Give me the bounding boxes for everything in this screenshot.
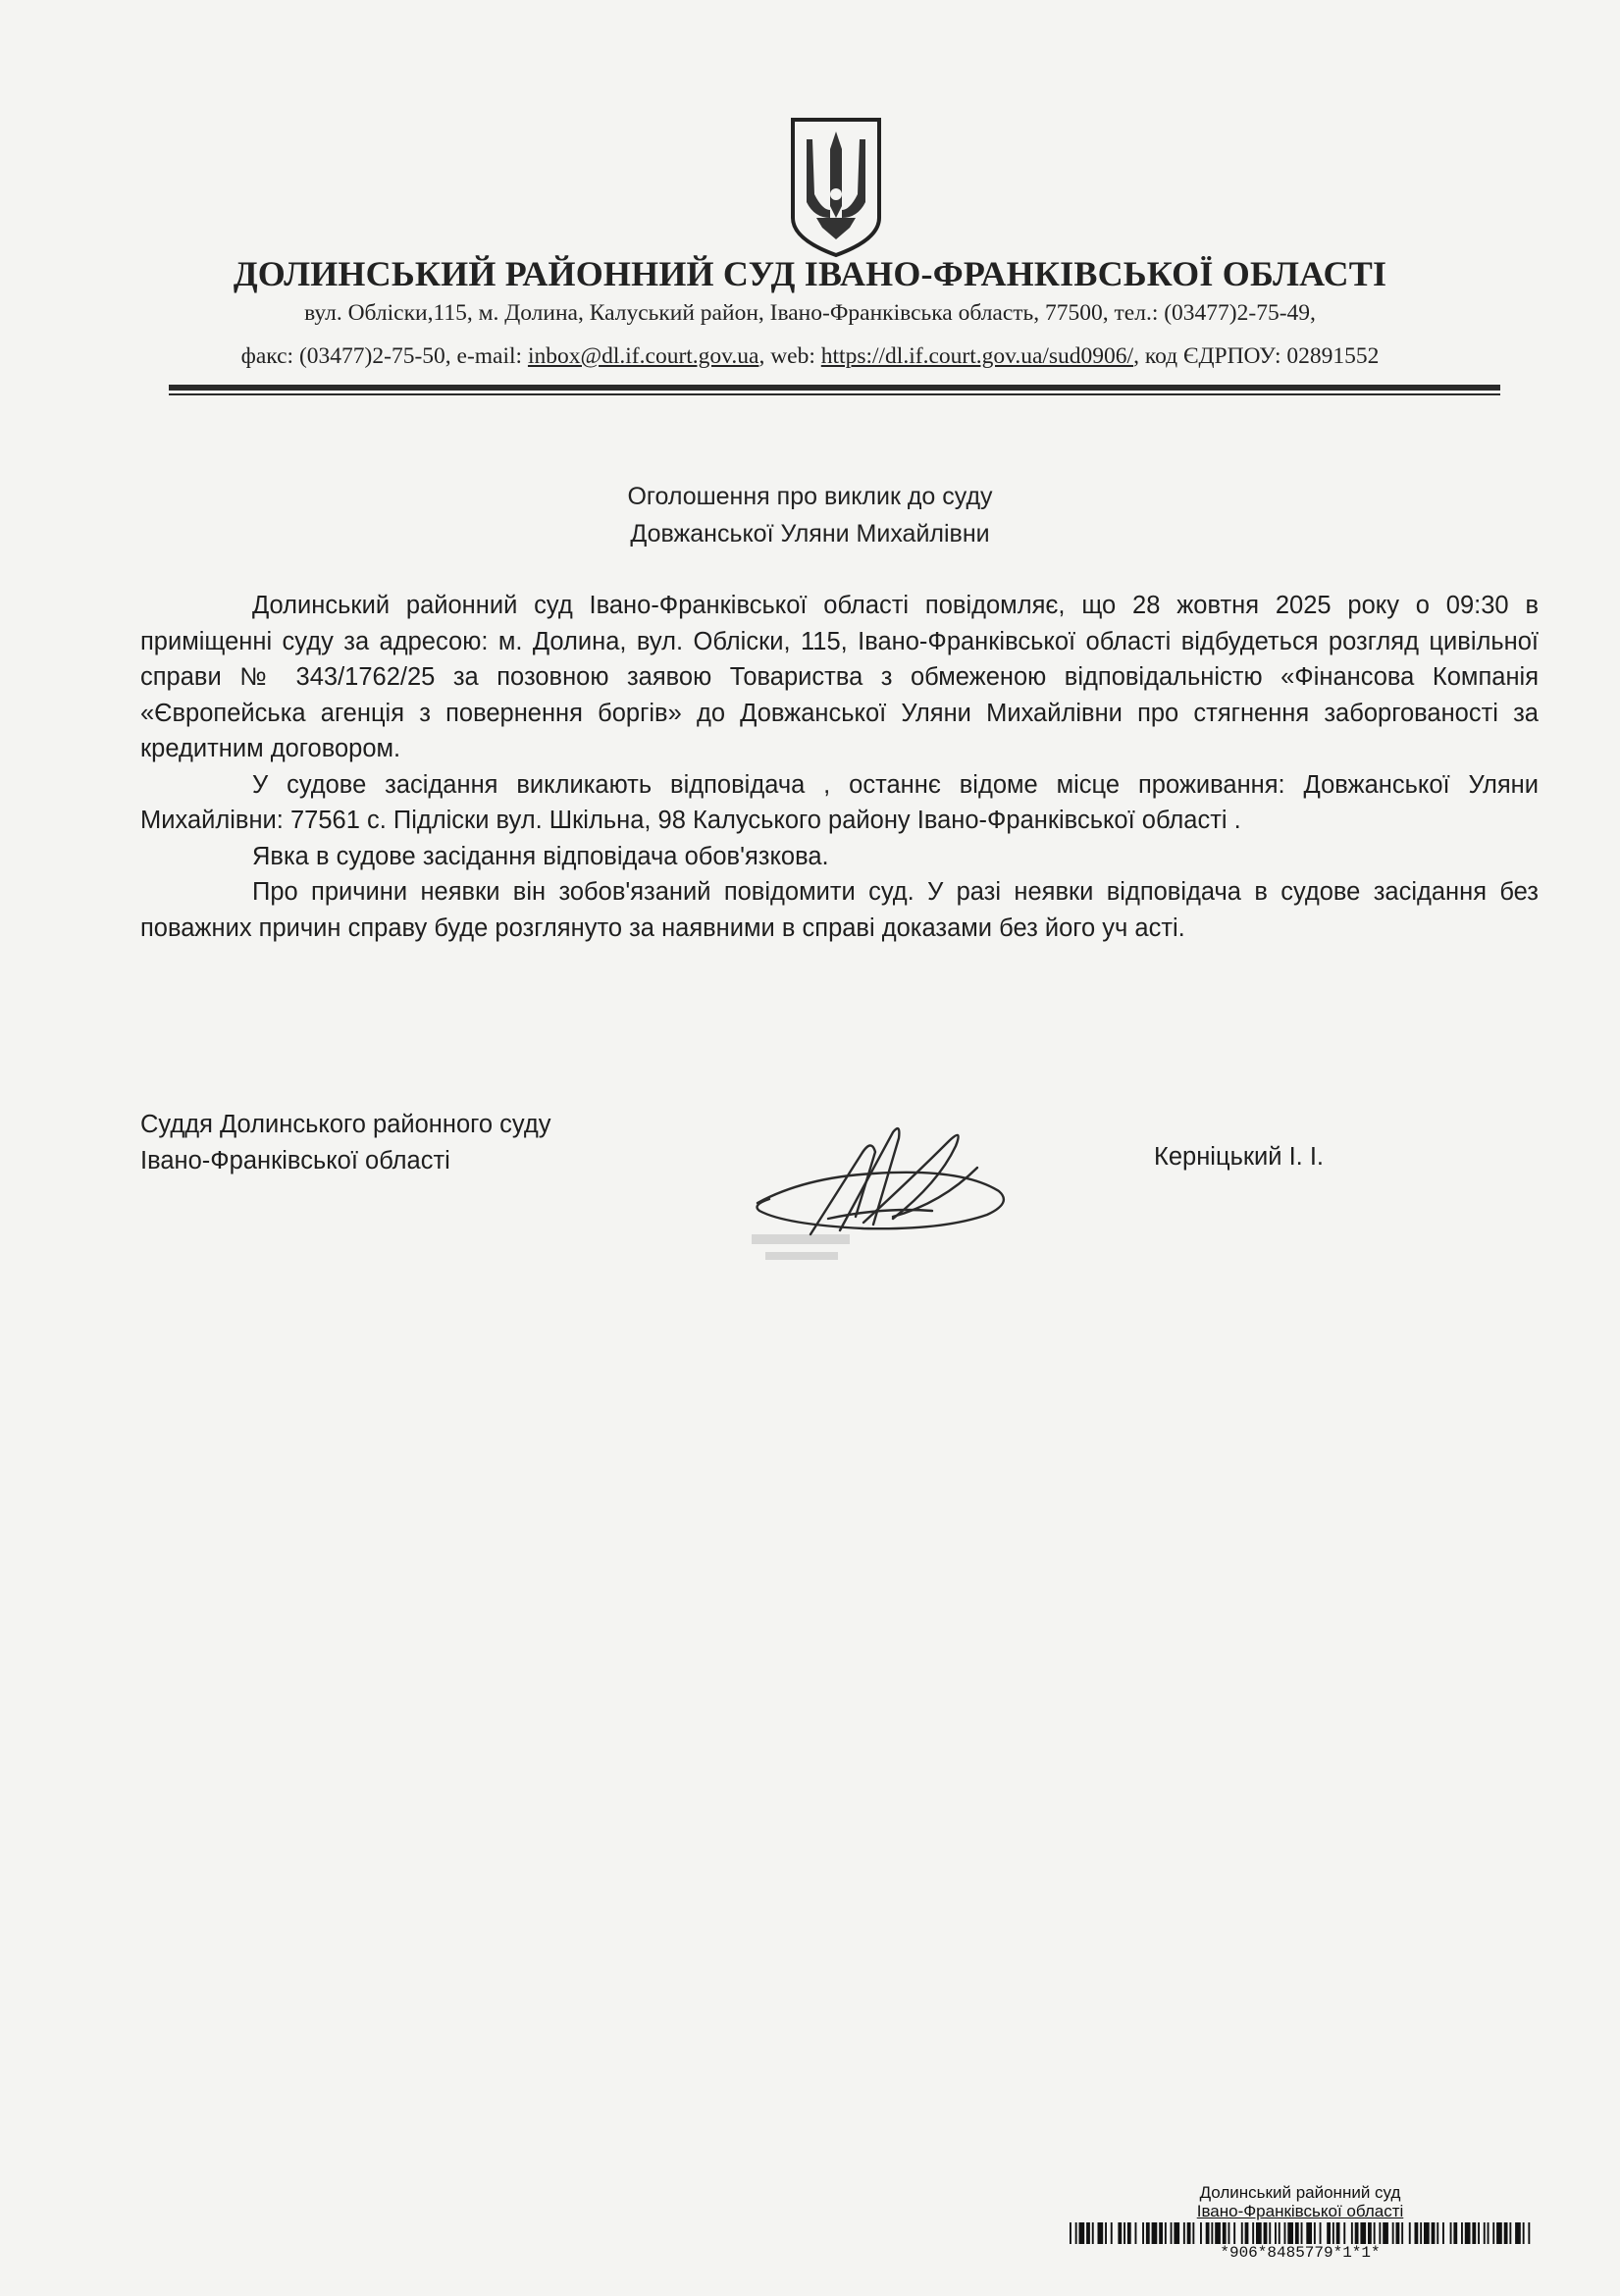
document-body [140, 588, 1539, 946]
fax-text: факс: (03477)2-75-50, e-mail: [240, 343, 528, 369]
registration-label [1070, 2183, 1531, 2262]
paragraph-absence: Про причини неявки він зобов'язаний повідомити суд. У разі неявки відповідача в судове засідання без поважних причин справу буде розглянуто за наявними в справі доказами без його уч асті. [140, 878, 1539, 942]
trident-emblem-icon [787, 116, 885, 259]
web-prefix: , web: [758, 343, 821, 369]
header-divider-thin [169, 393, 1500, 395]
judge-title-line2: Івано-Франківської області [140, 1147, 450, 1174]
court-contacts [0, 343, 1620, 370]
edrpou-code: , код ЄДРПОУ: 02891552 [1133, 343, 1380, 369]
paragraph-attendance: Явка в судове засідання відповідача обов'язкова. [252, 842, 829, 870]
footer-court-line1: Долинський районний суд [1199, 2183, 1401, 2202]
barcode-number: *906*8485779*1*1* [1220, 2244, 1381, 2262]
document-title: Оголошення про виклик до суду [627, 483, 993, 510]
paragraph-summons: У судове засідання викликають відповідача , останнє відоме місце проживання: Довжанської Уляни Михайлівни: 77561 с. Підліски вул. Шкільна, 98 Калуського району Івано-Франківської області . [140, 770, 1539, 834]
paragraph-hearing-notice: Долинський районний суд Івано-Франківської області повідомляє, що 28 жовтня 2025 року о 09:30 в приміщенні суду за адресою: м. Долина, вул. Обліски, 115, Івано-Франківської області відбудеться розгляд цивільної справи № 343/1762/25 за позовною заявою Товариства з обмеженою відповідальністю «Фінансова Компанія «Європейська агенція з повернення боргів» до Довжанської Уляни Михайлівни про стягнення заборгованості за кредитним договором. [140, 592, 1539, 762]
website-link[interactable]: https://dl.if.court.gov.ua/sud0906/ [820, 343, 1134, 369]
judge-title-line1: Суддя Долинського районного суду [140, 1111, 551, 1138]
handwritten-signature [746, 1109, 1020, 1246]
judge-title [140, 1107, 550, 1179]
court-address: вул. Обліски,115, м. Долина, Калуський район, Івано-Франківська область, 77500, тел.: (03477)2-75-49, [304, 300, 1316, 326]
footer-court-line2: Івано-Франківської області [1196, 2202, 1404, 2220]
header-divider-thick [169, 385, 1500, 391]
document-subtitle: Довжанської Уляни Михайлівни [630, 520, 990, 548]
barcode-icon [1070, 2222, 1531, 2244]
email-link[interactable]: inbox@dl.if.court.gov.ua [527, 343, 759, 369]
judge-name: Керніцький І. І. [1154, 1143, 1325, 1171]
faint-stamp-mark-icon [748, 1226, 856, 1276]
court-name: ДОЛИНСЬКИЙ РАЙОННИЙ СУД ІВАНО-ФРАНКІВСЬКОЇ ОБЛАСТІ [233, 254, 1387, 293]
